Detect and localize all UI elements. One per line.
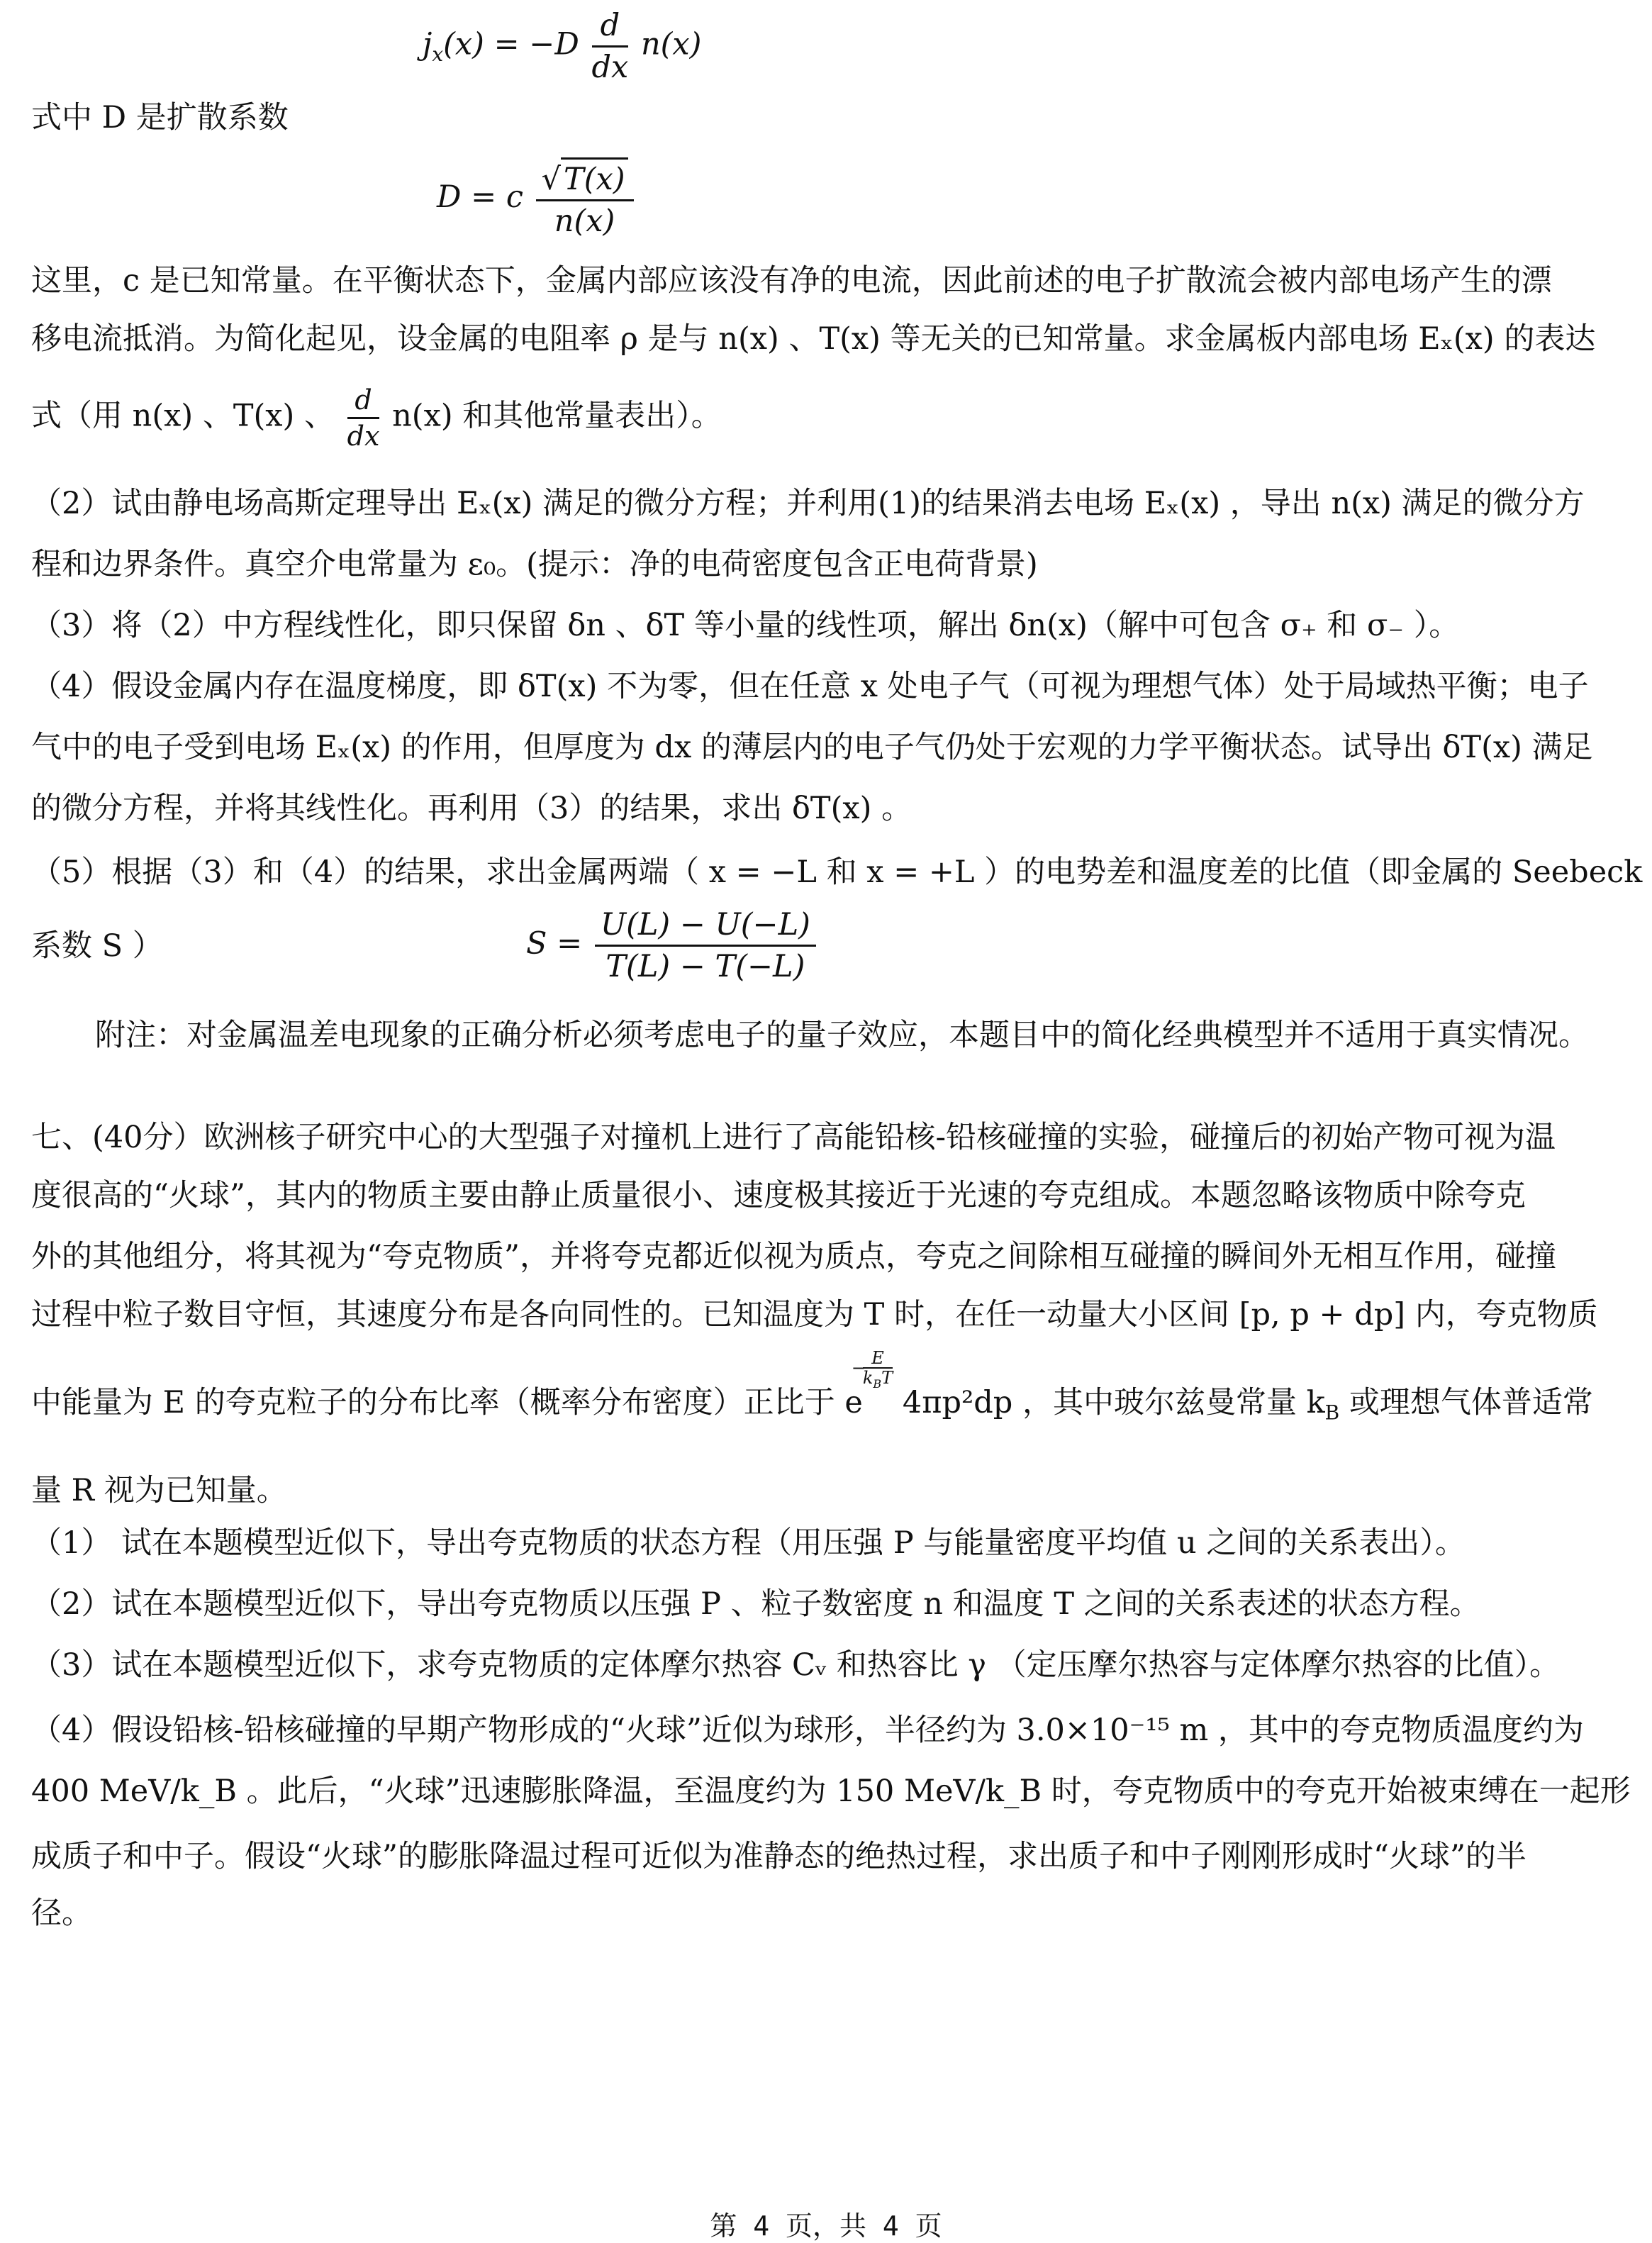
question-4-line: （4）假设金属内存在温度梯度，即 δT(x) 不为零，但在任意 x 处电子气（可视为理想气体）处于局域热平衡；电子: [31, 669, 1589, 704]
section-7-question-4: 400 MeV/k_B 。此后，“火球”迅速膨胀降温，至温度约为 150 MeV/k_B 时，夸克物质中的夸克开始被束缚在一起形: [31, 1774, 1631, 1809]
s7-l5-sub: B: [1324, 1401, 1340, 1425]
eq-jx-lhs: j: [423, 26, 432, 62]
question-4-line: 气中的电子受到电场 Eₓ(x) 的作用，但厚度为 dx 的薄层内的电子气仍处于宏观的力学平衡状态。试导出 δT(x) 满足: [31, 730, 1593, 765]
section-7-line-exp: [31, 1348, 1593, 1435]
eq-jx-fraction: [592, 6, 629, 87]
eq-jx-rhs-pre: (x) = −D: [443, 26, 579, 62]
text-line: 这里，c 是已知常量。在平衡状态下，金属内部应该没有净的电流，因此前述的电子扩散流会被内部电场产生的漂: [31, 263, 1552, 299]
section-7-question-4: 径。: [31, 1896, 92, 1931]
p1-l3-num: d: [347, 383, 380, 419]
exponent: [851, 1348, 893, 1393]
eq-S-lhs: S =: [526, 925, 583, 962]
text-line: 移电流抵消。为简化起见，设金属的电阻率 ρ 是与 n(x) 、T(x) 等无关的已知常量。求金属板内部电场 Eₓ(x) 的表达: [31, 321, 1596, 357]
p1-l3-b: n(x) 和其他常量表出）。: [392, 398, 722, 434]
exp-den-T: T: [881, 1368, 893, 1388]
eq-D-den: n(x): [554, 204, 615, 239]
p1-l3-a: 式（用 n(x) 、T(x) 、: [31, 398, 335, 434]
eq-jx-rhs-post: n(x): [640, 26, 702, 62]
exp-den-k: k: [862, 1368, 874, 1388]
section-7-line: 度很高的“火球”，其内的物质主要由静止质量很小、速度极其接近于光速的夸克组成。本题忽略该物质中除夸克: [31, 1178, 1526, 1213]
text-line: 式中 D 是扩散系数: [31, 100, 289, 135]
section-7-line: 七、(40分）欧洲核子研究中心的大型强子对撞机上进行了高能铅核-铅核碰撞的实验，碰撞后的初始产物可视为温: [31, 1120, 1556, 1155]
equation-D: [437, 157, 637, 241]
s7-l5-a: 中能量为 E 的夸克粒子的分布比率（概率分布密度）正比于 e: [31, 1385, 863, 1420]
question-2-line: （2）试由静电场高斯定理导出 Eₓ(x) 满足的微分方程；并利用(1)的结果消去电场 Eₓ(x) ，导出 n(x) 满足的微分方: [31, 486, 1585, 521]
eq-jx-sub: x: [432, 43, 444, 67]
p1-l3-den: dx: [347, 421, 380, 452]
eq-D-lhs: D = c: [437, 179, 523, 215]
eq-D-num-wrap: [536, 157, 634, 201]
equation-jx: [423, 6, 701, 87]
eq-S-den: T(L) − T(−L): [605, 949, 805, 984]
s7-l5-c: 或理想气体普适常: [1339, 1385, 1593, 1420]
exp-den: [863, 1369, 893, 1393]
section-7-question-4: 成质子和中子。假设“火球”的膨胀降温过程可近似为准静态的绝热过程，求出质子和中子刚刚形成时“火球”的半: [31, 1839, 1527, 1874]
eq-D-num: T(x): [561, 157, 627, 199]
section-7-question-3: （3）试在本题模型近似下，求夸克物质的定体摩尔热容 Cᵥ 和热容比 γ （定压摩尔热容与定体摩尔热容的比值）。: [31, 1647, 1561, 1683]
eq-S-num: U(L) − U(−L): [595, 905, 816, 947]
eq-jx-den: dx: [591, 50, 629, 85]
section-7-line: 量 R 视为已知量。: [31, 1473, 287, 1508]
question-5-line: （5）根据（3）和（4）的结果，求出金属两端（ x = −L 和 x = +L ）的电势差和温度差的比值（即金属的 Seebeck: [31, 855, 1643, 890]
question-5-line: 系数 S ）: [31, 928, 163, 964]
sqrt-sign: √: [541, 162, 562, 197]
section-7-question-1: （1） 试在本题模型近似下，导出夸克物质的状态方程（用压强 P 与能量密度平均值 u 之间的关系表出）。: [31, 1525, 1466, 1561]
s7-l5-b: 4πp²dp ，其中玻尔兹曼常量 k: [902, 1385, 1325, 1420]
exp-den-sub: B: [873, 1376, 882, 1391]
note-line: 附注：对金属温差电现象的正确分析必须考虑电子的量子效应，本题目中的简化经典模型并不适用于真实情况。: [95, 1018, 1589, 1053]
exp-num: E: [863, 1349, 893, 1369]
section-7-question-2: （2）试在本题模型近似下，导出夸克物质以压强 P 、粒子数密度 n 和温度 T 之间的关系表述的状态方程。: [31, 1586, 1480, 1622]
page-footer: 第 4 页，共 4 页: [710, 2210, 942, 2242]
text-line-fraction: [31, 383, 722, 453]
eq-D-fraction: [536, 157, 634, 241]
section-7-line: 过程中粒子数目守恒，其速度分布是各向同性的。已知温度为 T 时，在任一动量大小区间 [p, p + dp] 内，夸克物质: [31, 1297, 1598, 1332]
equation-S: [526, 905, 819, 986]
section-7-question-4: （4）假设铅核-铅核碰撞的早期产物形成的“火球”近似为球形，半径约为 3.0×10⁻¹⁵ m ，其中的夸克物质温度约为: [31, 1713, 1584, 1748]
exp-sign: −: [851, 1358, 866, 1378]
eq-S-fraction: [595, 905, 816, 986]
eq-jx-num: d: [592, 6, 629, 48]
question-2-line: 程和边界条件。真空介电常量为 ε₀。(提示：净的电荷密度包含正电荷背景): [31, 547, 1038, 582]
question-4-line: 的微分方程，并将其线性化。再利用（3）的结果，求出 δT(x) 。: [31, 791, 912, 826]
p1-l3-fraction: [347, 383, 380, 453]
section-7-line: 外的其他组分，将其视为“夸克物质”，并将夸克都近似视为质点，夸克之间除相互碰撞的瞬间外无相互作用，碰撞: [31, 1239, 1556, 1274]
question-3-line: （3）将（2）中方程线性化，即只保留 δn 、δT 等小量的线性项，解出 δn(x)（解中可包含 σ₊ 和 σ₋ ）。: [31, 608, 1460, 643]
